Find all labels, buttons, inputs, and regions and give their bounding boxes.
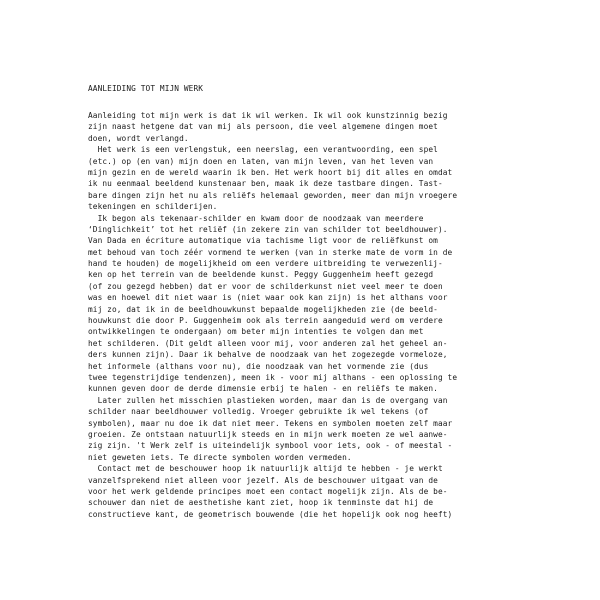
text-line: schilder naar beeldhouwer volledig. Vroeger gebruikte ik wel tekens (of — [88, 407, 429, 417]
text-line: niet geweten iets. Te directe symbolen worden vermeden. — [88, 452, 352, 462]
text-line: mijn gezin en de wereld waarin ik ben. Het werk hoort bij dit alles en omdat — [88, 167, 453, 177]
text-line: bare dingen zijn het nu als reliëfs helemaal geworden, meer dan mijn vroegere — [88, 190, 458, 200]
text-line: met behoud van toch zéér vormend te werken (van in sterke mate de vorm in de — [88, 247, 453, 257]
text-line: tekeningen en schilderijen. — [88, 202, 218, 212]
text-line: kunnen geven door de derde dimensie erbij te halen - en reliëfs te maken. — [88, 384, 438, 394]
text-line: constructieve kant, de geometrisch bouwende (die het hopelijk ook nog heeft) — [88, 509, 453, 519]
text-line: (of zou gezegd hebben) dat er voor de schilderkunst niet veel meer te doen — [88, 281, 443, 291]
text-line: ik nu eenmaal beeldend kunstenaar ben, maak ik deze tastbare dingen. Tast- — [88, 179, 443, 189]
text-line: mij zo, dat ik in de beeldhouwkunst bepaalde mogelijkheden zie (de beeld- — [88, 304, 438, 314]
document-body — [88, 110, 457, 520]
document-heading: AANLEIDING TOT MIJN WERK — [88, 84, 204, 93]
text-line: schouwer dan niet de aesthetishe kant ziet, hoop ik tenminste dat hij de — [88, 498, 434, 508]
text-line: (etc.) op (en van) mijn doen en laten, van mijn leven, van het leven van — [88, 156, 434, 166]
text-line: het schilderen. (Dit geldt alleen voor mij, voor anderen zal het geheel an- — [88, 338, 448, 348]
text-line: symbolen), maar nu doe ik dat niet meer. Tekens en symbolen moeten zelf maar — [88, 418, 453, 428]
text-line: Later zullen het misschien plastieken worden, maar dan is de overgang van — [88, 395, 448, 405]
text-line: Ik begon als tekenaar-schilder en kwam door de noodzaak van meerdere — [88, 213, 424, 223]
text-line: groeien. Ze ontstaan natuurlijk steeds en in mijn werk moeten ze wel aanwe- — [88, 429, 448, 439]
text-line: het informele (althans voor nu), die noodzaak van het vormende zie (dus — [88, 361, 429, 371]
text-line: ontwikkelingen te ondergaan) om beter mijn intenties te volgen dan met — [88, 327, 424, 337]
text-line: was en hoewel dit niet waar is (niet waar ook kan zijn) is het althans voor — [88, 293, 448, 303]
text-line: twee tegenstrijdige tendenzen), meen ik - voor mij althans - een oplossing te — [88, 372, 458, 382]
text-line: zig zijn. 't Werk zelf is uiteindelijk symbool voor iets, ook - of meestal - — [88, 441, 453, 451]
text-line: ders kunnen zijn). Daar ik behalve de noodzaak van het zogezegde vormeloze, — [88, 350, 448, 360]
text-line: voor het werk geldende principes moet een contact mogelijk zijn. Als de be- — [88, 486, 448, 496]
text-line: Contact met de beschouwer hoop ik natuurlijk altijd te hebben - je werkt — [88, 464, 443, 474]
text-line: ‘Dinglichkeit’ tot het reliëf (in zekere zin van schilder tot beeldhouwer). — [88, 224, 448, 234]
text-line: ken op het terrein van de beeldende kunst. Peggy Guggenheim heeft gezegd — [88, 270, 434, 280]
text-line: Het werk is een verlengstuk, een neerslag, een verantwoording, een spel — [88, 145, 438, 155]
text-line: Van Dada en écriture automatique via tachisme ligt voor de reliëfkunst om — [88, 236, 438, 246]
text-line: houwkunst die door P. Guggenheim ook als terrein aangeduid werd om verdere — [88, 316, 443, 326]
text-line: hand te houden) de mogelijkheid om een verdere uitbreiding te verwezenlij- — [88, 259, 443, 269]
text-line: Aanleiding tot mijn werk is dat ik wil werken. Ik wil ook kunstzinnig bezig — [88, 111, 448, 120]
text-line: doen, wordt verlangd. — [88, 133, 189, 143]
text-line: zijn naast hetgene dat van mij als persoon, die veel algemene dingen moet — [88, 122, 438, 132]
text-line: vanzelfsprekend niet alleen voor jezelf. Als de beschouwer uitgaat van de — [88, 475, 438, 485]
